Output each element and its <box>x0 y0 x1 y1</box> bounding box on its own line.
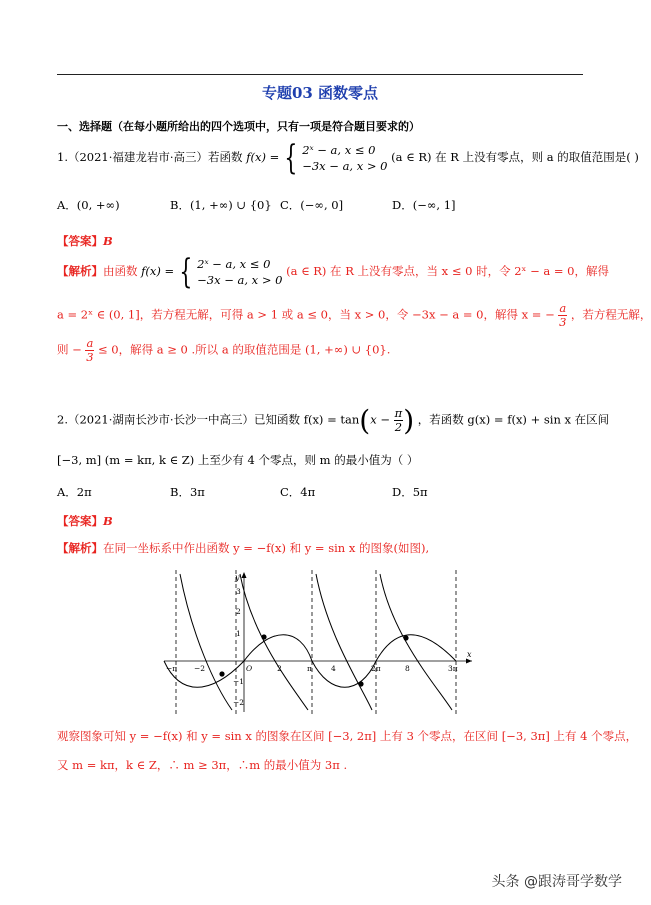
q2-observation-line2: 又 m = kπ，k ∈ Z，∴ m ≥ 3π，∴m 的最小值为 3π . <box>57 758 348 772</box>
x-tick-4: 4 <box>331 664 336 673</box>
q1-answer-label: 【答案】 <box>57 234 103 248</box>
q2-answer-label: 【答案】 <box>57 514 103 528</box>
q1-analysis-line1 <box>57 252 610 292</box>
q2-l1-inner: x − <box>370 412 390 427</box>
x-tick-2pi: 2π <box>371 664 381 673</box>
q1-a2-num: a <box>559 301 567 315</box>
q1-case1: 2ˣ − a, x ≤ 0 <box>302 143 376 157</box>
x-tick-2: 2 <box>277 664 282 673</box>
x-axis-label: x <box>467 650 472 659</box>
x-tick-3pi: 3π <box>448 664 458 673</box>
q2-answer-value: B <box>103 514 113 528</box>
q2-observation-line1: 观察图象可知 y = −f(x) 和 y = sin x 的图象在区间 [−3, 2π] 上有 3 个零点，在区间 [−3, 3π] 上有 4 个零点， <box>57 729 638 743</box>
q1-fx: f(x) = <box>246 150 280 164</box>
q1-cases <box>302 142 387 174</box>
q1-a3-den: 3 <box>86 350 94 364</box>
x-tick-8: 8 <box>405 664 410 673</box>
q1-option-a: A．(0, +∞) <box>57 198 120 212</box>
intersection-point-1 <box>219 671 224 676</box>
q2-analysis-text: 在同一坐标系中作出函数 y = −f(x) 和 y = sin x 的图象(如图), <box>103 541 430 555</box>
q2-l1-post: ，若函数 g(x) = f(x) + sin x 在区间 <box>417 412 610 427</box>
q2-pi-num: π <box>394 406 403 420</box>
neg-tan-branch-3 <box>316 574 372 710</box>
q1-a3-num: a <box>86 336 94 350</box>
intersection-point-3 <box>358 681 363 686</box>
asymptote-lines <box>176 570 456 714</box>
neg-tan-curves <box>180 574 452 710</box>
y-tick-labels <box>233 587 244 707</box>
q1-analysis-label: 【解析】 <box>57 264 103 278</box>
q1-answer <box>57 230 113 249</box>
q1-a1-pre: 由函数 <box>103 264 138 278</box>
q1-option-d: D．(−∞, 1] <box>392 198 456 212</box>
q1-answer-value: B <box>103 234 113 248</box>
q1-a2-pre: a = 2ˣ ∈ (0, 1]，若方程无解，可得 a > 1 或 a ≤ 0，当 x > 0，令 −3x − a = 0，解得 x = − <box>57 307 555 322</box>
function-graph <box>160 566 480 714</box>
q1-analysis-line2 <box>57 302 651 329</box>
q2-option-b: B．3π <box>170 485 205 499</box>
q1-a1-post: (a ∈ R) 在 R 上没有零点，当 x ≤ 0 时，令 2ˣ − a = 0，解得 <box>286 264 610 278</box>
q1-a3-post: ≤ 0，解得 a ≥ 0 .所以 a 的取值范围是 (1, +∞) ∪ {0}. <box>97 342 391 357</box>
q2-pi-den: 2 <box>394 420 403 434</box>
q1-a1-brace: { <box>179 252 193 292</box>
y-tick-neg2: −2 <box>233 698 245 707</box>
intersection-point-2 <box>261 634 266 639</box>
q2-l1-pre: 2.（2021·湖南长沙市·长沙一中高三）已知函数 f(x) = tan <box>57 412 360 427</box>
q1-a2-post: ，若方程无解， <box>570 307 651 322</box>
q1-suffix: (a ∈ R) 在 R 上没有零点，则 a 的取值范围是( ) <box>391 150 639 164</box>
neg-tan-branch-1 <box>180 574 232 710</box>
x-tick-pi: π <box>307 664 312 673</box>
y-tick-2: 2 <box>236 607 241 616</box>
q1-analysis-line3 <box>57 337 390 364</box>
q1-a3-pre: 则 − <box>57 342 82 357</box>
intersection-points <box>219 634 408 686</box>
q2-stem-line1 <box>57 404 609 437</box>
q1-case2: −3x − a, x > 0 <box>302 159 388 173</box>
q1-a2-frac <box>558 302 567 329</box>
q1-option-c: C．(−∞, 0] <box>280 198 344 212</box>
q2-analysis-label: 【解析】 <box>57 541 103 555</box>
q1-prefix: 1.（2021·福建龙岩市·高三）若函数 <box>57 150 243 164</box>
q1-a1-case1: 2ˣ − a, x ≤ 0 <box>197 257 271 271</box>
section-heading: 一、选择题（在每小题所给出的四个选项中，只有一项是符合题目要求的） <box>57 120 420 133</box>
y-tick-1: 1 <box>236 629 241 638</box>
q2-rparen: ) <box>403 404 415 437</box>
y-axis-arrow <box>242 572 247 578</box>
q2-option-d: D．5π <box>392 485 428 499</box>
y-axis-label: y <box>235 573 240 582</box>
q1-option-b: B．(1, +∞) ∪ {0} <box>170 198 272 212</box>
q1-a1-fx: f(x) = <box>141 264 175 278</box>
q2-pi-frac <box>394 407 404 434</box>
q1-a3-frac <box>85 337 94 364</box>
q1-brace: { <box>284 138 298 178</box>
x-tick-neg2: −2 <box>194 664 206 673</box>
intersection-point-4 <box>403 635 408 640</box>
y-tick-3: 3 <box>236 587 241 596</box>
x-tick-origin: O <box>246 664 253 673</box>
q2-stem-line2: [−3, m] (m = kπ, k ∈ Z) 上至少有 4 个零点，则 m 的最小值为（ ） <box>57 453 419 467</box>
q1-a1-case2: −3x − a, x > 0 <box>197 273 283 287</box>
q2-answer <box>57 510 113 529</box>
q2-lparen: ( <box>359 404 371 437</box>
q1-a2-den: 3 <box>559 315 567 329</box>
neg-tan-branch-2 <box>240 574 308 710</box>
q2-analysis <box>57 537 429 556</box>
q1-stem <box>57 138 639 178</box>
page-title: 专题03 函数零点 <box>261 84 379 102</box>
q2-option-a: A．2π <box>57 485 92 499</box>
y-tick-neg1: −1 <box>233 677 245 686</box>
q2-option-c: C．4π <box>280 485 316 499</box>
q1-a1-cases <box>197 256 282 288</box>
x-tick-neg-pi: −π <box>166 664 178 673</box>
top-rule <box>57 74 583 75</box>
x-axis-arrow <box>466 659 472 664</box>
watermark: 头条 @跟涛哥学数学 <box>491 874 622 890</box>
